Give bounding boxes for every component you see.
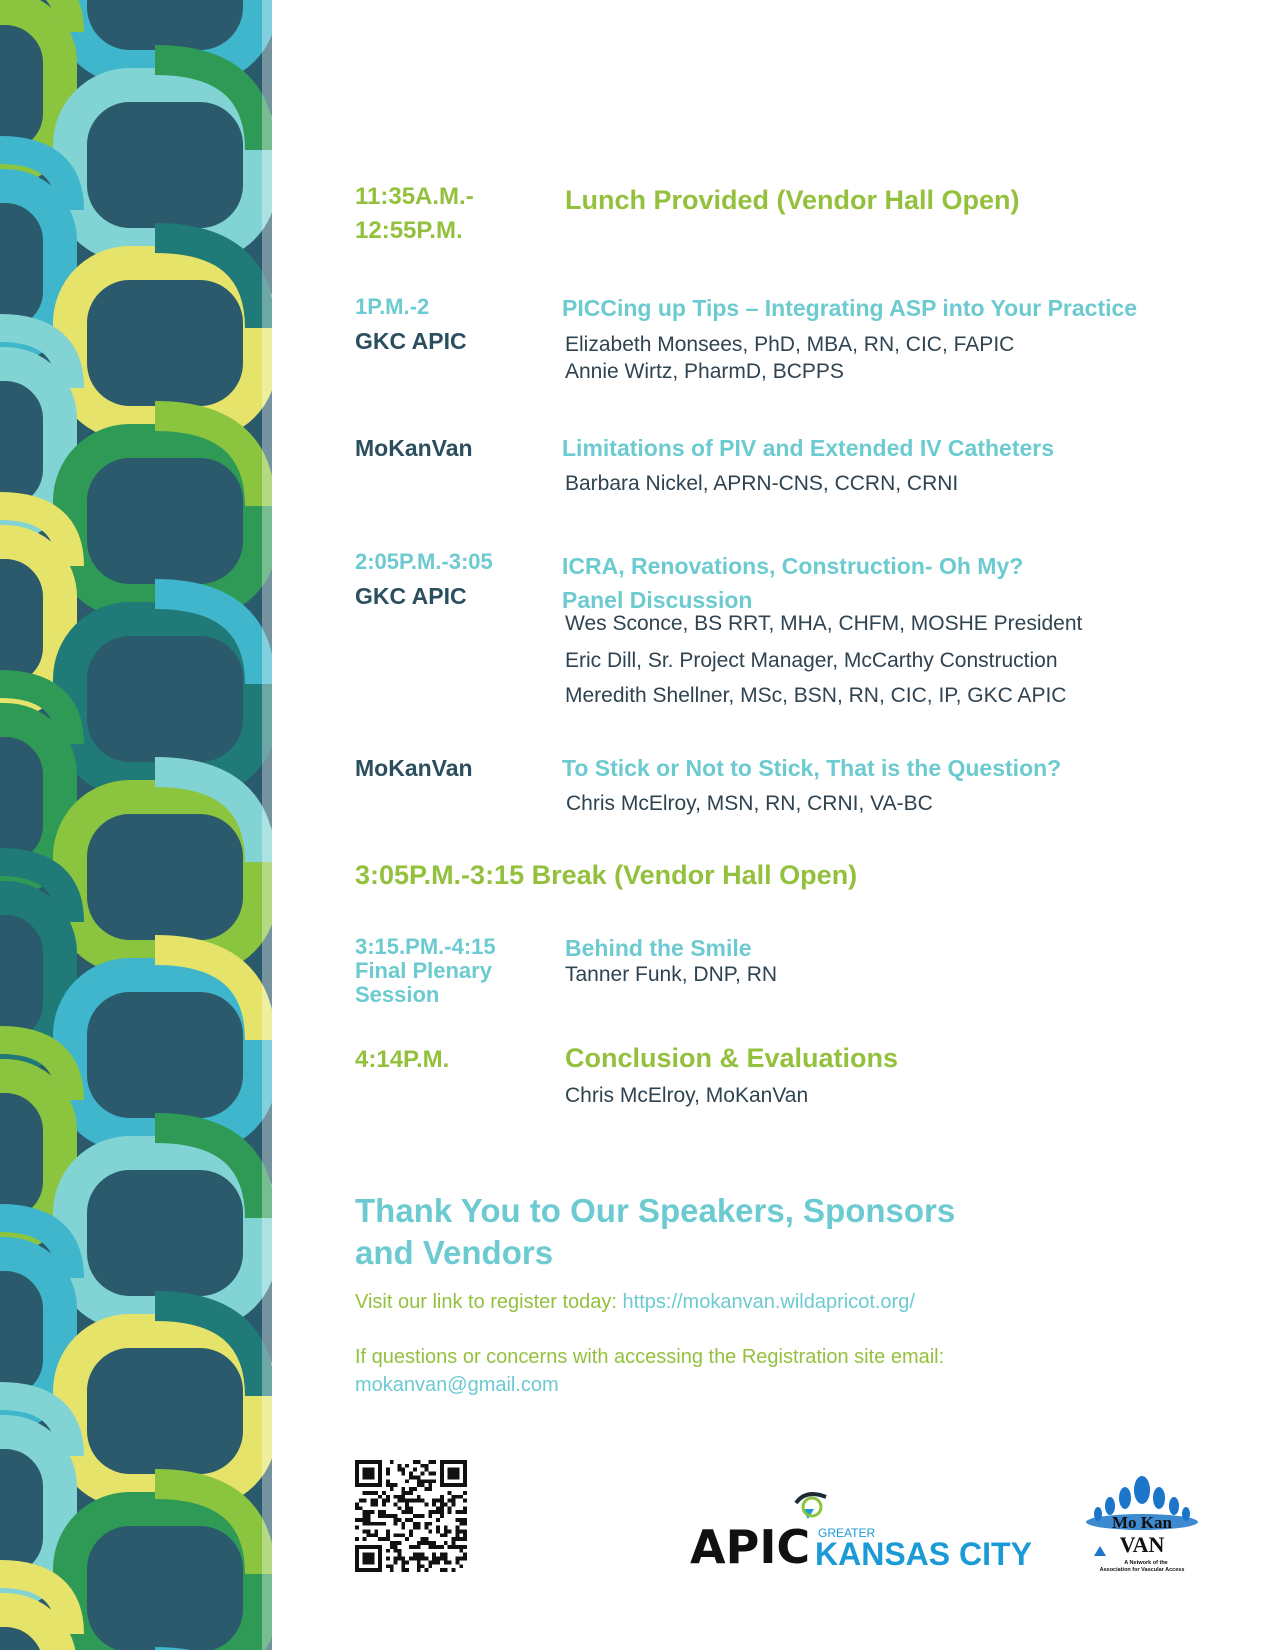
lunch-time-end: 12:55P.M. [355,217,463,244]
plenary-time-line: Session [355,982,440,1007]
session1-speakers [565,331,1014,385]
session3-title-line: ICRA, Renovations, Construction- Oh My? [562,553,1024,579]
mokan-van: VAN [1119,1532,1165,1557]
session4-title: To Stick or Not to Stick, That is the Question? [562,755,1062,781]
plenary-time [355,935,496,1007]
mokan-tagline-1: A Network of the [1124,1560,1168,1566]
session3-speaker: Meredith Shellner, MSc, BSN, RN, CIC, IP, GKC APIC [565,684,1067,707]
mokan-top: Mo Kan [1112,1513,1172,1532]
register-link[interactable]: https://mokanvan.wildapricot.org/ [622,1291,915,1313]
session2-track: MoKanVan [355,435,473,461]
session2-title: Limitations of PIV and Extended IV Catheters [562,435,1055,461]
session3-title [562,549,1023,617]
session1-track: GKC APIC [355,328,467,354]
apic-wordmark: APIC [690,1520,811,1574]
session4-speaker: Chris McElroy, MSN, RN, CRNI, VA-BC [566,792,933,815]
plenary-time-line: Final Plenary [355,958,492,983]
register-label: Visit our link to register today: [355,1291,623,1313]
apic-logo-icon [690,1485,1050,1575]
session2-speaker: Barbara Nickel, APRN-CNS, CCRN, CRNI [565,472,959,495]
session3-speaker: Eric Dill, Sr. Project Manager, McCarthy Construction [565,649,1058,672]
decorative-pattern-strip [0,0,272,1650]
plenary-speaker: Tanner Funk, DNP, RN [565,963,778,986]
session3-track: GKC APIC [355,583,467,609]
conclusion-speaker: Chris McElroy, MoKanVan [565,1084,809,1107]
lunch-title: Lunch Provided (Vendor Hall Open) [565,185,1020,215]
session3-speaker: Wes Sconce, BS RRT, MHA, CHFM, MOSHE President [565,612,1083,635]
session1-title: PICCing up Tips – Integrating ASP into Your Practice [562,295,1138,321]
questions-text: If questions or concerns with accessing the Registration site email: [355,1346,945,1368]
mokanvan-logo-icon [1080,1470,1205,1585]
session3-title-line: Panel Discussion [562,587,753,613]
break-line: 3:05P.M.-3:15 Break (Vendor Hall Open) [355,860,858,890]
session1-time: 1P.M.-2 [355,294,430,319]
conclusion-title: Conclusion & Evaluations [565,1043,899,1073]
speaker: Annie Wirtz, PharmD, BCPPS [565,360,844,383]
session3-time: 2:05P.M.-3:05 [355,549,493,574]
lunch-time [355,180,474,248]
apic-city: KANSAS CITY [815,1536,1032,1572]
mokan-tagline-2: Association for Vascular Access [1099,1567,1185,1573]
agenda-content [355,0,1235,1650]
thanks-heading-line: Thank You to Our Speakers, Sponsors [355,1192,956,1229]
thanks-heading [355,1190,955,1274]
session4-track: MoKanVan [355,755,473,781]
contact-email[interactable]: mokanvan@gmail.com [355,1374,559,1396]
thanks-heading-line: and Vendors [355,1234,554,1271]
plenary-title: Behind the Smile [565,935,752,961]
conclusion-time: 4:14P.M. [355,1046,450,1073]
lunch-time-start: 11:35A.M.- [355,183,474,210]
qr-code-icon[interactable] [355,1460,467,1572]
register-line [355,1288,915,1316]
plenary-time-line: 3:15.PM.-4:15 [355,934,496,959]
speaker: Elizabeth Monsees, PhD, MBA, RN, CIC, FAPIC [565,333,1015,356]
apic-greater: GREATER [818,1526,876,1540]
